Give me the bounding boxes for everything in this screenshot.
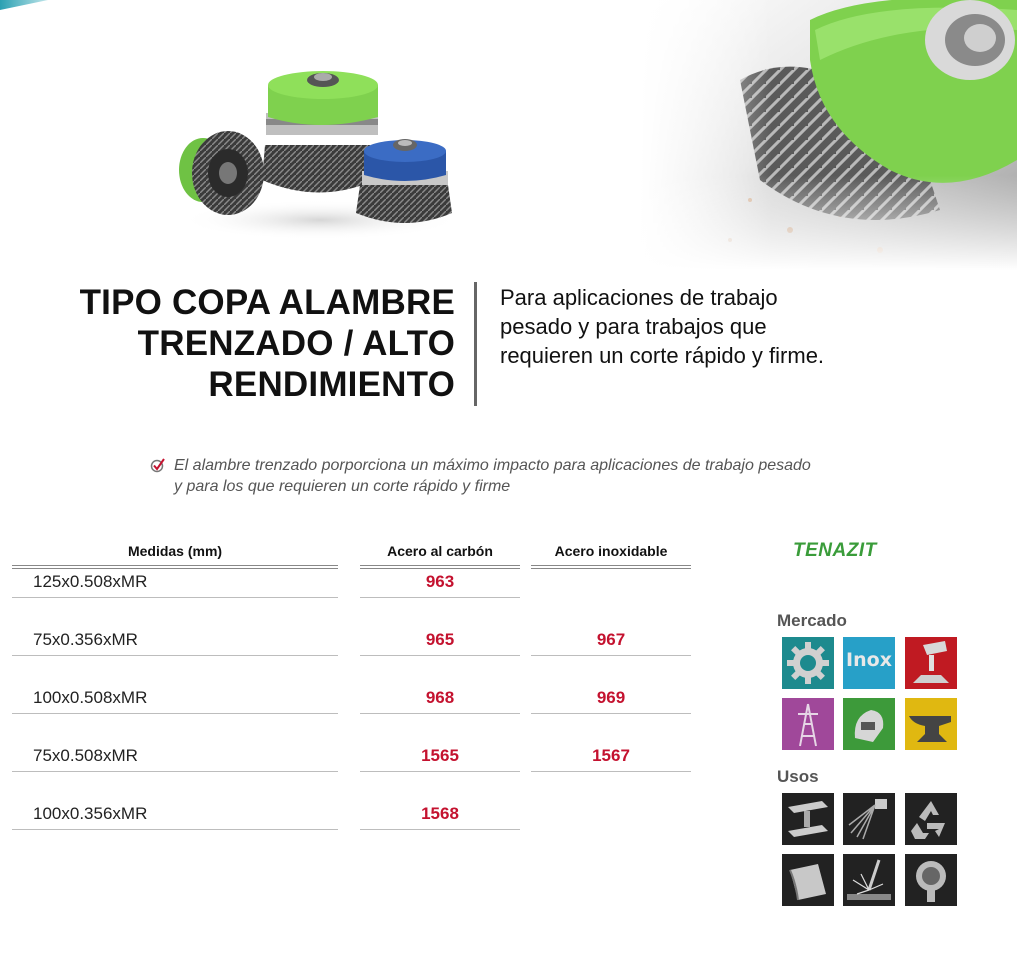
row-divider [360,771,520,772]
hero-photo-brush-closeup [640,0,1017,270]
description-line: requieren un corte rápido y firme. [500,343,825,368]
inox-badge-text: Inox [846,649,892,671]
product-title [35,282,455,405]
metal-pour-icon [905,637,957,689]
note-line: El alambre trenzado porporciona un máximo impacto para aplicaciones de trabajo pesado [174,457,811,474]
table-cell-size: 100x0.508xMR [33,688,148,707]
steel-beam-icon [782,793,834,845]
header-rule [12,565,338,569]
table-cell-stainless-code: 967 [596,630,626,649]
row-divider [360,655,520,656]
table-cell-stainless-code: 1567 [592,746,630,765]
column-header-carbon-steel: Acero al carbón [387,543,493,559]
table-cell-carbon-code: 963 [425,572,455,591]
corner-decoration [0,0,48,10]
header-rule [531,565,691,569]
row-divider [12,829,338,830]
checkbox-check-icon [150,457,166,473]
table-cell-size: 100x0.356xMR [33,804,148,823]
row-divider [12,655,338,656]
row-divider [531,771,691,772]
title-line: TIPO COPA ALAMBRE [79,283,455,322]
row-divider [12,597,338,598]
description-line: Para aplicaciones de trabajo [500,285,778,310]
column-header-sizes: Medidas (mm) [127,543,223,559]
brand-logo-tenazit: TENAZIT [793,540,877,561]
table-cell-carbon-code: 1568 [421,804,459,823]
description-line: pesado y para trabajos que [500,314,767,339]
table-cell-size: 75x0.356xMR [33,630,138,649]
row-divider [360,597,520,598]
welding-spark-icon [843,854,895,906]
header-rule [360,565,520,569]
inox-icon [843,637,895,689]
welder-icon [843,698,895,750]
product-photo-cup-brushes [170,55,470,245]
usos-label: Usos [777,767,819,786]
table-cell-size: 75x0.508xMR [33,746,138,765]
note-line: y para los que requieren un corte rápido y firme [174,478,511,495]
tower-icon [782,698,834,750]
row-divider [12,713,338,714]
table-cell-carbon-code: 968 [425,688,455,707]
table-cell-stainless-code: 969 [596,688,626,707]
row-divider [531,713,691,714]
gear-icon [782,637,834,689]
row-divider [360,713,520,714]
product-description [500,283,920,370]
title-divider [474,282,477,406]
column-header-stainless-steel: Acero inoxidable [554,543,668,559]
ladle-icon [905,854,957,906]
row-divider [12,771,338,772]
table-cell-size: 125x0.508xMR [33,572,148,591]
anvil-icon [905,698,957,750]
feature-note [174,455,934,497]
recycle-icon [905,793,957,845]
title-line: TRENZADO / ALTO [137,324,455,363]
spray-icon [843,793,895,845]
table-cell-carbon-code: 965 [425,630,455,649]
table-cell-carbon-code: 1565 [421,746,459,765]
sheet-metal-icon [782,854,834,906]
row-divider [360,829,520,830]
row-divider [531,655,691,656]
mercado-label: Mercado [777,611,847,630]
title-line: RENDIMIENTO [208,365,455,404]
